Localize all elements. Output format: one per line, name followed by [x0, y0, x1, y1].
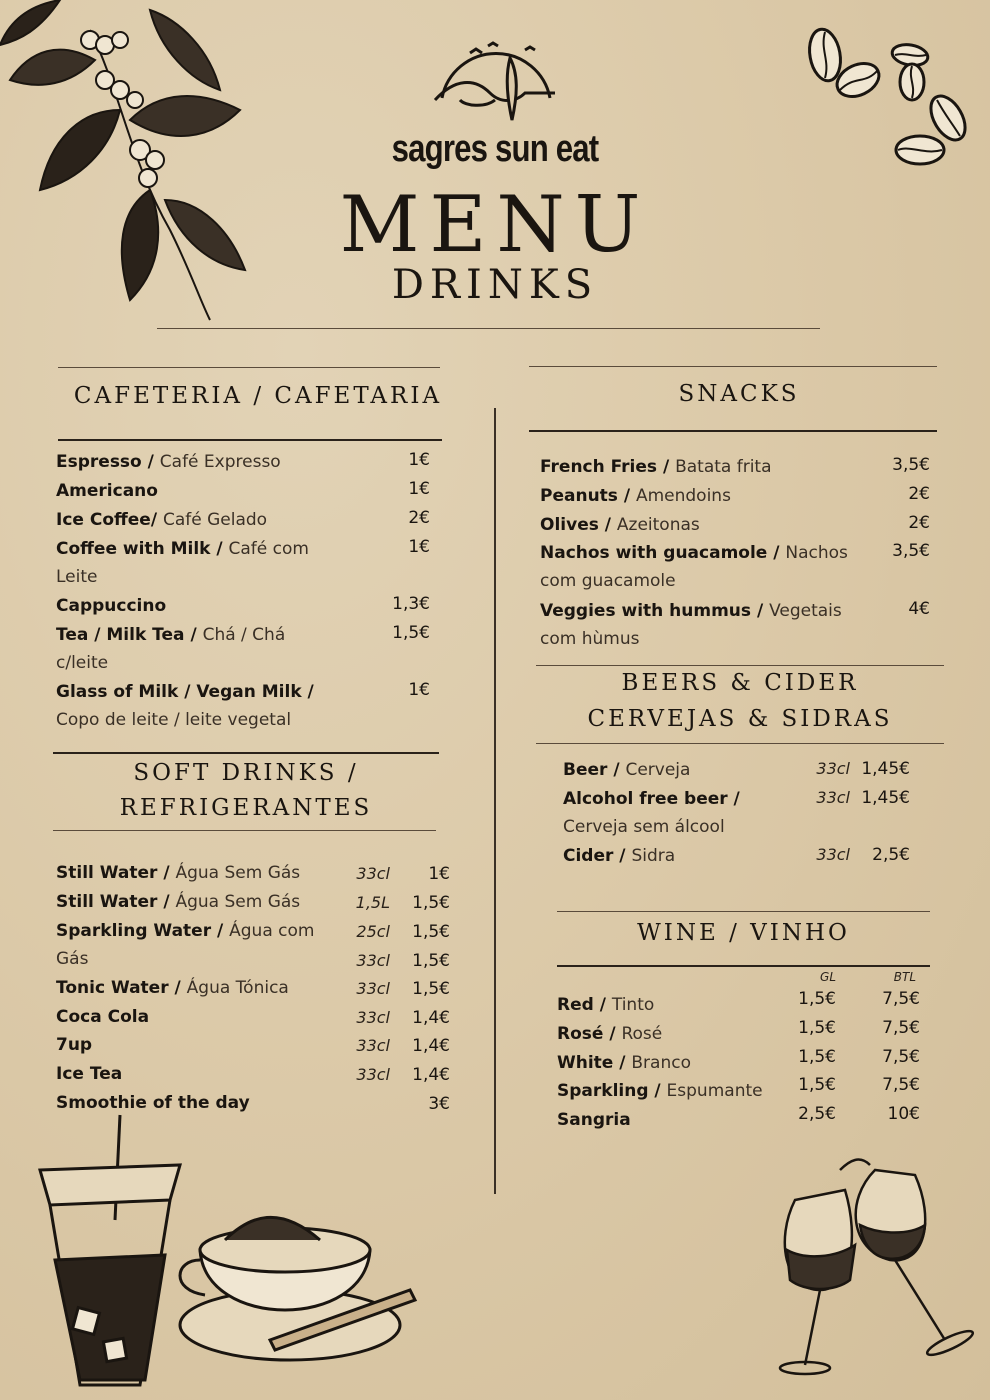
wine-item [557, 1020, 797, 1048]
wine-item-name: White [557, 1053, 614, 1073]
beers-item-translation: Sidra [631, 846, 676, 866]
soft-drinks-item-price: 1,5€ [412, 979, 450, 999]
wine-title: WINE / VINHO [637, 920, 850, 946]
wine-col-glass: GL [820, 970, 836, 984]
wine-item-glass-price: 2,5€ [798, 1104, 836, 1124]
wine-item-glass-price: 1,5€ [798, 1018, 836, 1038]
soft-drinks-item-sep: / [157, 892, 176, 912]
snacks-item-price: 3,5€ [892, 541, 930, 561]
cafeteria-item-price: 1€ [408, 479, 430, 499]
beers-item [563, 842, 763, 870]
soft-drinks-item [56, 974, 331, 1002]
header-divider [157, 328, 820, 329]
soft-drinks-title-line2: REFRIGERANTES [119, 795, 373, 821]
snacks-item-translation: Vegetais com hùmus [540, 601, 842, 649]
brand-name: sagres sun eat [391, 128, 599, 170]
wine-item-translation: Tinto [611, 995, 655, 1015]
cafeteria-item-name: Glass of Milk / Vegan Milk / [56, 682, 314, 702]
snacks-item [540, 482, 860, 510]
cafeteria-item-translation: Café com Leite [56, 539, 309, 587]
cafeteria-item [56, 477, 321, 505]
cafeteria-item-translation: Café Gelado [162, 510, 268, 530]
soft-drinks-item-price: 1,4€ [412, 1036, 450, 1056]
cafeteria-item [56, 592, 321, 620]
wine-item-bottle-price: 7,5€ [882, 1018, 920, 1038]
snacks-item-translation: Nachos com guacamole [540, 543, 848, 591]
soft-drinks-item-price: 1,5€ [412, 951, 450, 971]
cafeteria-item-name: Americano [56, 481, 158, 501]
beers-item-price: 1,45€ [861, 759, 910, 779]
cafeteria-item [56, 621, 321, 677]
soft-drinks-item-sep: / [211, 921, 230, 941]
snacks-item-name: Peanuts [540, 486, 618, 506]
soft-drinks-item [56, 1003, 331, 1031]
wine-item-bottle-price: 7,5€ [882, 1047, 920, 1067]
soft-drinks-title-line1: SOFT DRINKS / [133, 760, 359, 786]
wine-item-bottle-price: 10€ [887, 1104, 920, 1124]
snacks-item [540, 511, 860, 539]
soft-drinks-item-translation: Água Sem Gás [175, 863, 301, 883]
soft-drinks-item [56, 1060, 331, 1088]
soft-drinks-item [56, 888, 331, 916]
snacks-item [540, 453, 860, 481]
cafeteria-item-translation: Café Expresso [159, 452, 281, 472]
iced-drink-and-cappuccino-illustration [20, 1110, 440, 1400]
wine-item [557, 1077, 797, 1105]
beers-title-line2: CERVEJAS & SIDRAS [587, 706, 893, 732]
beers-top-rule [536, 665, 944, 666]
beers-item-sep: / [727, 789, 740, 809]
soft-drinks-item-price: 1,5€ [412, 893, 450, 913]
wine-item [557, 991, 797, 1019]
wine-item-name: Rosé [557, 1024, 604, 1044]
snacks-item-price: 2€ [908, 513, 930, 533]
beers-item-name: Beer [563, 760, 608, 780]
wine-item-glass-price: 1,5€ [798, 1047, 836, 1067]
snacks-item-translation: Batata frita [675, 457, 772, 477]
cafeteria-item-name: Cappuccino [56, 596, 167, 616]
beers-item [563, 785, 763, 841]
wine-item [557, 1106, 797, 1134]
menu-subtitle: DRINKS [391, 262, 599, 308]
cafeteria-item-price: 1,5€ [392, 623, 430, 643]
beers-item-price: 1,45€ [861, 788, 910, 808]
cafeteria-item-name: Ice Coffee [56, 510, 151, 530]
wine-item-translation: Espumante [666, 1081, 763, 1101]
cafeteria-item-sep: / [210, 539, 229, 559]
wine-item-sep: / [613, 1053, 632, 1073]
soft-drinks-item-name: Ice Tea [56, 1064, 123, 1084]
snacks-item-name: Veggies with hummus [540, 601, 752, 621]
cafeteria-item-price: 1€ [408, 450, 430, 470]
soft-drinks-item [56, 859, 331, 887]
wine-item-name: Red [557, 995, 594, 1015]
wine-item-translation: Rosé [621, 1024, 663, 1044]
cafeteria-item [56, 506, 321, 534]
soft-drinks-item-translation: Água Sem Gás [175, 892, 301, 912]
snacks-bottom-rule [529, 430, 937, 432]
soft-drinks-item-volume: 33cl [356, 1036, 390, 1055]
soft-drinks-item-name: Sparkling Water [56, 921, 212, 941]
soft-drinks-item [56, 1031, 331, 1059]
soft-drinks-item-name: Coca Cola [56, 1007, 150, 1027]
soft-drinks-item-volume: 33cl [356, 979, 390, 998]
snacks-item-sep: / [767, 543, 786, 563]
column-divider [494, 408, 496, 1194]
soft-drinks-item [56, 1089, 331, 1117]
cafeteria-bottom-rule [58, 439, 442, 441]
wine-item-name: Sangria [557, 1110, 631, 1130]
snacks-item-sep: / [751, 601, 770, 621]
wine-item-glass-price: 1,5€ [798, 1075, 836, 1095]
wine-glasses-toast-illustration [765, 1140, 980, 1380]
beers-item-sep: / [613, 846, 632, 866]
cafeteria-item-sep: / [141, 452, 160, 472]
soft-drinks-item-translation: Água Tónica [186, 978, 289, 998]
cafeteria-item-price: 1€ [408, 680, 430, 700]
snacks-item-price: 3,5€ [892, 455, 930, 475]
wine-top-rule [557, 911, 930, 912]
wine-item-bottle-price: 7,5€ [882, 989, 920, 1009]
snacks-title: SNACKS [678, 381, 800, 407]
beers-item-volume: 33cl [816, 788, 850, 807]
cafeteria-item-name: Tea / Milk Tea / [56, 625, 203, 645]
soft-drinks-item-translation: Água com Gás [56, 921, 315, 969]
beers-item-volume: 33cl [816, 845, 850, 864]
wine-item-translation: Branco [631, 1053, 691, 1073]
snacks-item-sep: / [598, 515, 617, 535]
soft-drinks-item-name: Tonic Water [56, 978, 169, 998]
soft-drinks-item-price: 3€ [428, 1094, 450, 1114]
beers-item [563, 756, 763, 784]
wine-col-bottle: BTL [893, 970, 916, 984]
snacks-top-rule [529, 366, 937, 367]
wine-item-bottle-price: 7,5€ [882, 1075, 920, 1095]
soft-drinks-bottom-rule [53, 830, 436, 831]
snacks-item-translation: Amendoins [635, 486, 731, 506]
cafeteria-item-price: 1,3€ [392, 594, 430, 614]
snacks-item-price: 4€ [908, 599, 930, 619]
snacks-item-translation: Azeitonas [616, 515, 700, 535]
cafeteria-item [56, 448, 321, 476]
cafeteria-item [56, 678, 321, 734]
beers-bottom-rule [536, 743, 944, 744]
snacks-item-name: Olives [540, 515, 599, 535]
wine-item-sep: / [593, 995, 612, 1015]
soft-drinks-item-volume: 33cl [356, 1008, 390, 1027]
snacks-item-name: Nachos with guacamole [540, 543, 768, 563]
snacks-item [540, 539, 860, 595]
soft-drinks-item-volume: 33cl [356, 864, 390, 883]
cafeteria-title: CAFETERIA / CAFETARIA [73, 383, 443, 409]
beers-item-translation: Cerveja sem álcool [563, 817, 725, 837]
surf-wave-logo-icon [430, 28, 560, 130]
wine-item [557, 1049, 797, 1077]
cafeteria-item-price: 1€ [408, 537, 430, 557]
wine-item-sep: / [648, 1081, 667, 1101]
snacks-item-price: 2€ [908, 484, 930, 504]
soft-drinks-item-price: 1,4€ [412, 1065, 450, 1085]
soft-drinks-item [56, 917, 331, 973]
cafeteria-item-sep: / [150, 510, 163, 530]
snacks-item-sep: / [657, 457, 676, 477]
soft-drinks-item-price: 1€ [428, 864, 450, 884]
soft-drinks-item-volume: 25cl [356, 922, 390, 941]
soft-drinks-item-name: Still Water [56, 892, 158, 912]
cafeteria-item-translation: Chá / Chá c/leite [56, 625, 286, 673]
beers-item-translation: Cerveja [625, 760, 691, 780]
cafeteria-item-name: Coffee with Milk [56, 539, 211, 559]
beers-title-line1: BEERS & CIDER [621, 670, 859, 696]
beers-item-sep: / [607, 760, 626, 780]
beers-item-name: Cider [563, 846, 614, 866]
cafeteria-item-name: Espresso [56, 452, 142, 472]
soft-drinks-item-name: Smoothie of the day [56, 1093, 250, 1113]
wine-item-name: Sparkling [557, 1081, 649, 1101]
cafeteria-item-price: 2€ [408, 508, 430, 528]
soft-drinks-item-sep: / [168, 978, 187, 998]
snacks-item [540, 597, 860, 653]
soft-drinks-item-volume: 33cl [356, 951, 390, 970]
beers-item-name: Alcohol free beer [563, 789, 728, 809]
soft-drinks-item-name: 7up [56, 1035, 93, 1055]
soft-drinks-item-name: Still Water [56, 863, 158, 883]
wine-item-glass-price: 1,5€ [798, 989, 836, 1009]
snacks-item-name: French Fries [540, 457, 658, 477]
wine-item-sep: / [603, 1024, 622, 1044]
soft-drinks-item-price: 1,5€ [412, 922, 450, 942]
beers-item-volume: 33cl [816, 759, 850, 778]
cafeteria-item-translation: Copo de leite / leite vegetal [56, 710, 292, 730]
soft-drinks-item-sep: / [157, 863, 176, 883]
coffee-plant-illustration [0, 0, 270, 330]
beers-item-price: 2,5€ [872, 845, 910, 865]
soft-drinks-item-price: 1,4€ [412, 1008, 450, 1028]
wine-bottom-rule [557, 965, 930, 967]
cafeteria-item [56, 535, 321, 591]
coffee-beans-illustration [800, 20, 980, 180]
soft-drinks-top-rule [53, 752, 439, 754]
soft-drinks-item-volume: 1,5L [355, 893, 390, 912]
soft-drinks-item-volume: 33cl [356, 1065, 390, 1084]
snacks-item-sep: / [617, 486, 636, 506]
cafeteria-top-rule [58, 367, 440, 368]
menu-title: MENU [339, 180, 651, 270]
